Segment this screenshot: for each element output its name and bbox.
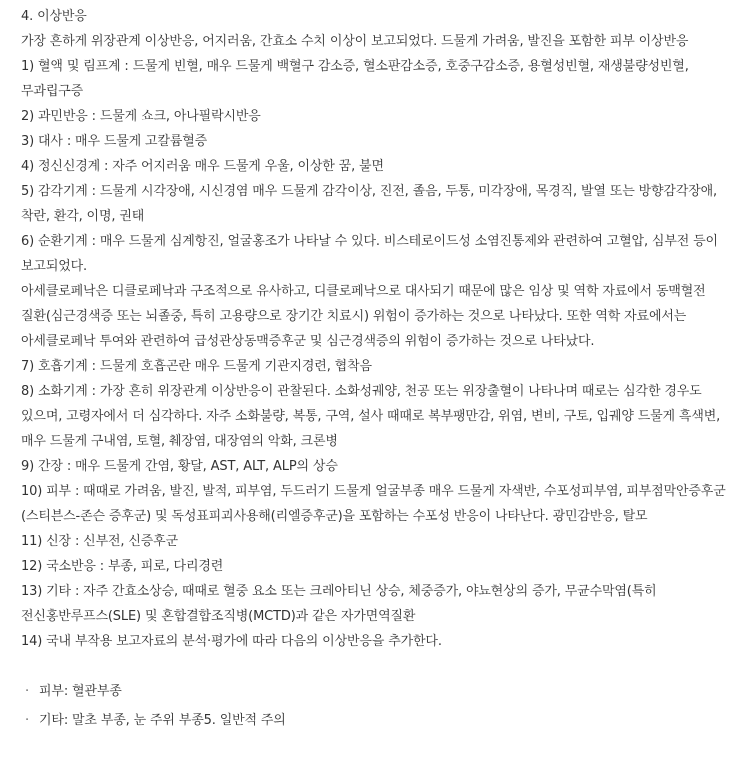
item-domestic-reports: 14) 국내 부작용 보고자료의 분석·평가에 따라 다음의 이상반응을 추가한다.	[21, 634, 442, 649]
item-skin: 10) 피부 : 때때로 가려움, 발진, 발적, 피부염, 두드러기 드물게 얼굴부종 매우 드물게 자색반, 수포성피부염, 피부점막안증후군(스티븐스-존슨 증후군) 및 독성표피괴사용해(리엘증후군)을 포함하는 수포성 반응이 나타난다. 광민감반응, 탈모	[21, 484, 726, 524]
item-cardiovascular: 6) 순환기계 : 매우 드물게 심계항진, 얼굴홍조가 나타날 수 있다. 비스테로이드성 소염진통제와 관련하여 고혈압, 심부전 등이 보고되었다.	[21, 234, 718, 274]
additional-reactions-list	[21, 679, 729, 733]
list-item	[25, 679, 729, 704]
item-sensory: 5) 감각기계 : 드물게 시각장애, 시신경염 매우 드물게 감각이상, 진전, 졸음, 두통, 미각장애, 목경직, 발열 또는 방향감각장애, 착란, 환각, 이명, 권태	[21, 184, 718, 224]
section-title: 4. 이상반응	[21, 9, 87, 24]
spacer	[21, 654, 729, 679]
item-respiratory: 7) 호흡기계 : 드물게 호흡곤란 매우 드물게 기관지경련, 협착음	[21, 359, 372, 374]
item-gastrointestinal: 8) 소화기계 : 가장 흔히 위장관계 이상반응이 관찰된다. 소화성궤양, 천공 또는 위장출혈이 나타나며 때로는 심각한 경우도 있으며, 고령자에서 더 심각하다. 자주 소화불량, 복통, 구역, 설사 때때로 복부팽만감, 위염, 변비, 구토, 입궤양 드물게 흑색변, 매우 드물게 구내염, 토혈, 췌장염, 대장염의 악화, 크론병	[21, 384, 721, 449]
list-item	[25, 708, 729, 733]
list-item-text: 기타: 말초 부종, 눈 주위 부종5. 일반적 주의	[39, 713, 286, 728]
item-hepatic: 9) 간장 : 매우 드물게 간염, 황달, AST, ALT, ALP의 상승	[21, 459, 338, 474]
item-metabolic: 3) 대사 : 매우 드물게 고칼륨혈증	[21, 134, 208, 149]
item-hematologic: 1) 혈액 및 림프계 : 드물게 빈혈, 매우 드물게 백혈구 감소증, 혈소판감소증, 호중구감소증, 용혈성빈혈, 재생불량성빈혈, 무과립구증	[21, 59, 689, 99]
item-renal: 11) 신장 : 신부전, 신증후군	[21, 534, 178, 549]
item-other: 13) 기타 : 자주 간효소상승, 때때로 혈중 요소 또는 크레아티닌 상승, 체중증가, 야뇨현상의 증가, 무균수막염(특히 전신홍반루프스(SLE) 및 혼합결합조직병(MCTD)과 같은 자가면역질환	[21, 584, 657, 624]
bullet-icon: ·	[25, 684, 29, 699]
item-psychiatric-neurologic: 4) 정신신경계 : 자주 어지러움 매우 드물게 우울, 이상한 꿈, 불면	[21, 159, 384, 174]
item-local-reaction: 12) 국소반응 : 부종, 피로, 다리경련	[21, 559, 224, 574]
list-item-text: 피부: 혈관부종	[39, 684, 122, 699]
item-hypersensitivity: 2) 과민반응 : 드물게 쇼크, 아나필락시반응	[21, 109, 261, 124]
bullet-icon: ·	[25, 713, 29, 728]
cardiovascular-risk-paragraph: 아세클로페낙은 디클로페낙과 구조적으로 유사하고, 디클로페낙으로 대사되기 때문에 많은 임상 및 역학 자료에서 동맥혈전 질환(심근경색증 또는 뇌졸중, 특히 고용량으로 장기간 치료시) 위험이 증가하는 것으로 나타났다. 또한 역학 자료에서는 아세클로페낙 투여와 관련하여 급성관상동맥증후군 및 심근경색증의 위험이 증가하는 것으로 나타났다.	[21, 284, 706, 349]
intro-paragraph: 가장 흔하게 위장관계 이상반응, 어지러움, 간효소 수치 이상이 보고되었다. 드물게 가려움, 발진을 포함한 피부 이상반응	[21, 34, 689, 49]
